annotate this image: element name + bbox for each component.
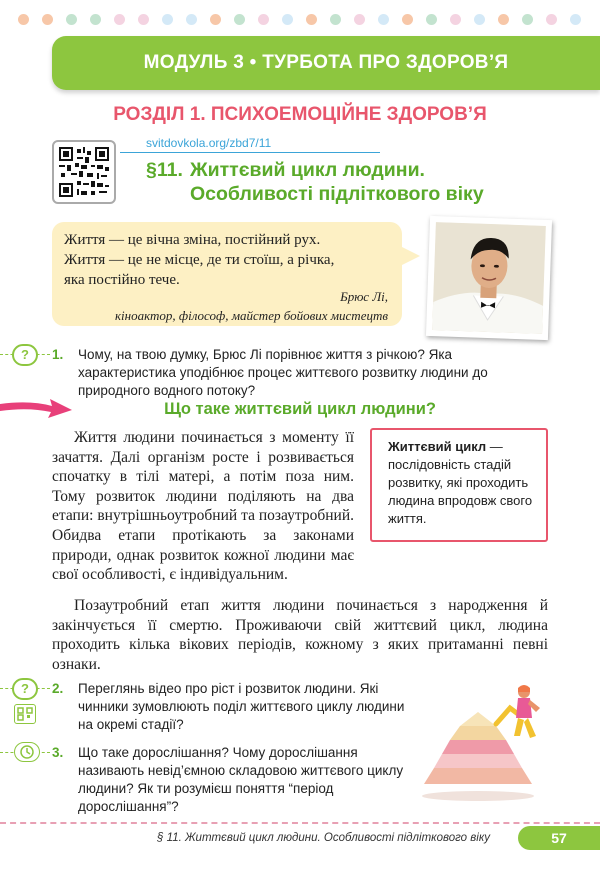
paragraph-title <box>146 158 484 206</box>
pyramid-illustration <box>418 684 558 802</box>
quote-author-role: кіноактор, філософ, майстер бойових мистецтв <box>114 308 388 323</box>
question-1 <box>52 346 552 400</box>
question-2 <box>52 680 412 734</box>
question-text: Що таке дорослішання? Чому дорослішання називають невід’ємною складовою життєвого циклу людини? Як ти розумієш поняття “період дорослішання”? <box>78 745 404 814</box>
question-icon: ? <box>12 678 38 700</box>
question-number: 2. <box>52 681 64 696</box>
quote-box <box>52 222 402 326</box>
paragraph-number: §11. <box>146 159 183 181</box>
portrait-photo <box>426 216 552 340</box>
definition-text: послідовність стадій розвитку, які проходить людина впродовж свого життя. <box>388 457 533 526</box>
section-title: РОЗДІЛ 1. ПСИХОЕМОЦІЙНЕ ЗДОРОВ’Я <box>113 104 487 125</box>
question-number: 3. <box>52 745 64 760</box>
body-text: Життя людини починається з моменту її зачаття. Далі організм росте і розвивається спочатку в тілі матері, а потім поза ним. Тому розвиток людини поділяють на два етапи: внутрішньоутробний та позаутробний. Обидва етапи протікають за законами природи, однак розвиток кожної людини має свої особливості, є індивідуальним. <box>52 429 354 584</box>
quote-tail <box>400 246 420 266</box>
quote-line: яка постійно тече. <box>64 272 180 288</box>
question-number: 1. <box>52 347 64 362</box>
qr-code-icon[interactable] <box>52 140 116 204</box>
link-underline <box>120 152 380 153</box>
question-icon: ? <box>12 344 38 366</box>
module-banner: МОДУЛЬ 3 • ТУРБОТА ПРО ЗДОРОВ’Я <box>52 36 600 90</box>
qr-scan-icon <box>14 704 36 724</box>
body-text: Позаутробний етап життя людини починається з народження й закінчується її смертю. Проживаючи свій життєвий цикл, людина проходить кілька вікових періодів, кожному з яких притаманні певні ознаки. <box>52 597 548 673</box>
question-text: Чому, на твою думку, Брюс Лі порівнює життя з річкою? Яка характеристика уподібнює процес життєвого розвитку людини до природного водного потоку? <box>78 347 488 398</box>
definition-dash: — <box>486 439 503 454</box>
definition-box <box>370 428 548 542</box>
clock-icon <box>14 742 40 762</box>
page-number: 57 <box>518 826 600 850</box>
paragraph-title-line2: Особливості підліткового віку <box>190 183 484 205</box>
subheading: Що таке життєвий цикл людини? <box>164 400 436 418</box>
body-paragraph-2 <box>52 596 548 674</box>
question-3 <box>52 744 412 816</box>
question-text: Переглянь відео про ріст і розвиток людини. Які чинники зумовлюють поділ життєвого циклу людини на окремі стадії? <box>78 681 405 732</box>
definition-term: Життєвий цикл <box>388 439 487 454</box>
quote-line: Життя — це не місце, де ти стоїш, а річка, <box>64 252 335 268</box>
resource-link[interactable]: svitdovkola.org/zbd7/11 <box>146 136 272 150</box>
quote-author: Брюс Лі, <box>340 289 388 304</box>
footer-divider <box>0 822 600 824</box>
body-paragraph-1 <box>52 428 354 585</box>
decorative-dots <box>0 14 600 28</box>
quote-line: Життя — це вічна зміна, постійний рух. <box>64 232 321 248</box>
running-title: § 11. Життєвий цикл людини. Особливості підліткового віку <box>157 832 490 844</box>
paragraph-title-line1: Життєвий цикл людини. <box>190 159 425 181</box>
portrait-image <box>432 222 546 334</box>
